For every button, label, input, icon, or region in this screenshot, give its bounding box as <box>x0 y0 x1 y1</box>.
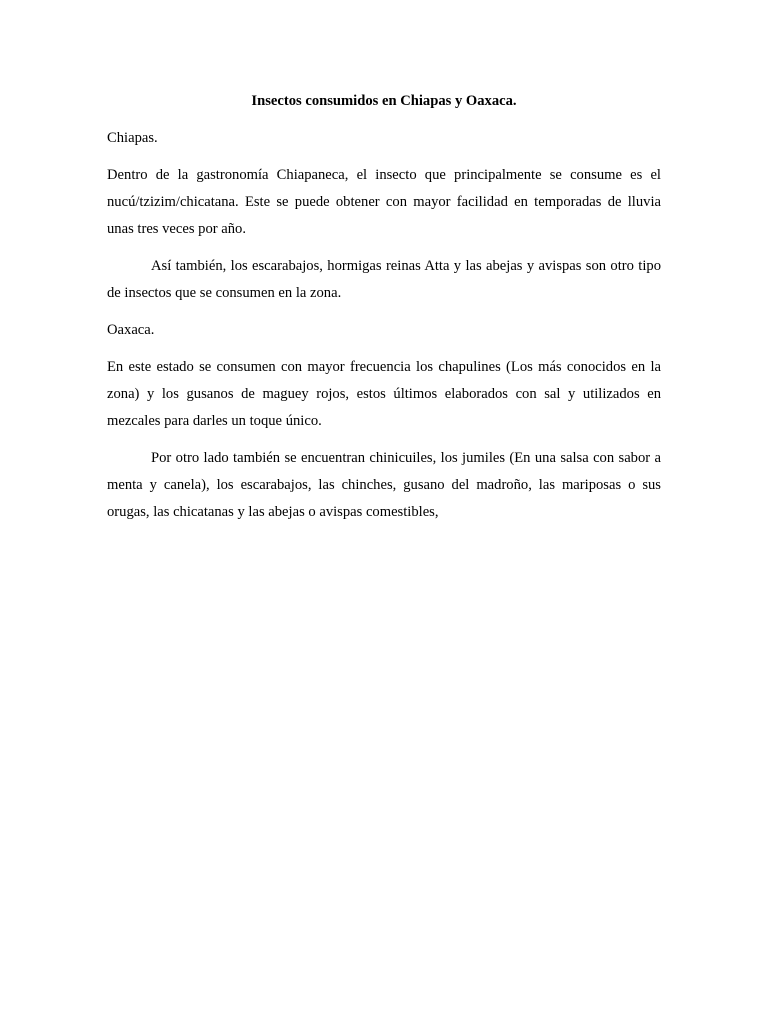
document-body <box>107 88 661 536</box>
paragraph-oaxaca-1: En este estado se consumen con mayor frecuencia los chapulines (Los más conocidos en la zona) y los gusanos de maguey rojos, estos últimos elaborados con sal y utilizados en mezcales para darles un toque único. <box>107 359 661 429</box>
section-heading-oaxaca: Oaxaca. <box>107 322 155 338</box>
paragraph-chiapas-1: Dentro de la gastronomía Chiapaneca, el insecto que principalmente se consume es el nucú/tzizim/chicatana. Este se puede obtener con mayor facilidad en temporadas de lluvia unas tres veces por año. <box>107 167 661 237</box>
document-title: Insectos consumidos en Chiapas y Oaxaca. <box>251 93 517 109</box>
paragraph-oaxaca-2: Por otro lado también se encuentran chinicuiles, los jumiles (En una salsa con sabor a menta y canela), los escarabajos, las chinches, gusano del madroño, las mariposas o sus orugas, las chicatanas y las abejas o avispas comestibles, <box>107 450 661 520</box>
section-heading-chiapas: Chiapas. <box>107 130 158 146</box>
paragraph-chiapas-2: Así también, los escarabajos, hormigas reinas Atta y las abejas y avispas son otro tipo de insectos que se consumen en la zona. <box>107 258 661 301</box>
